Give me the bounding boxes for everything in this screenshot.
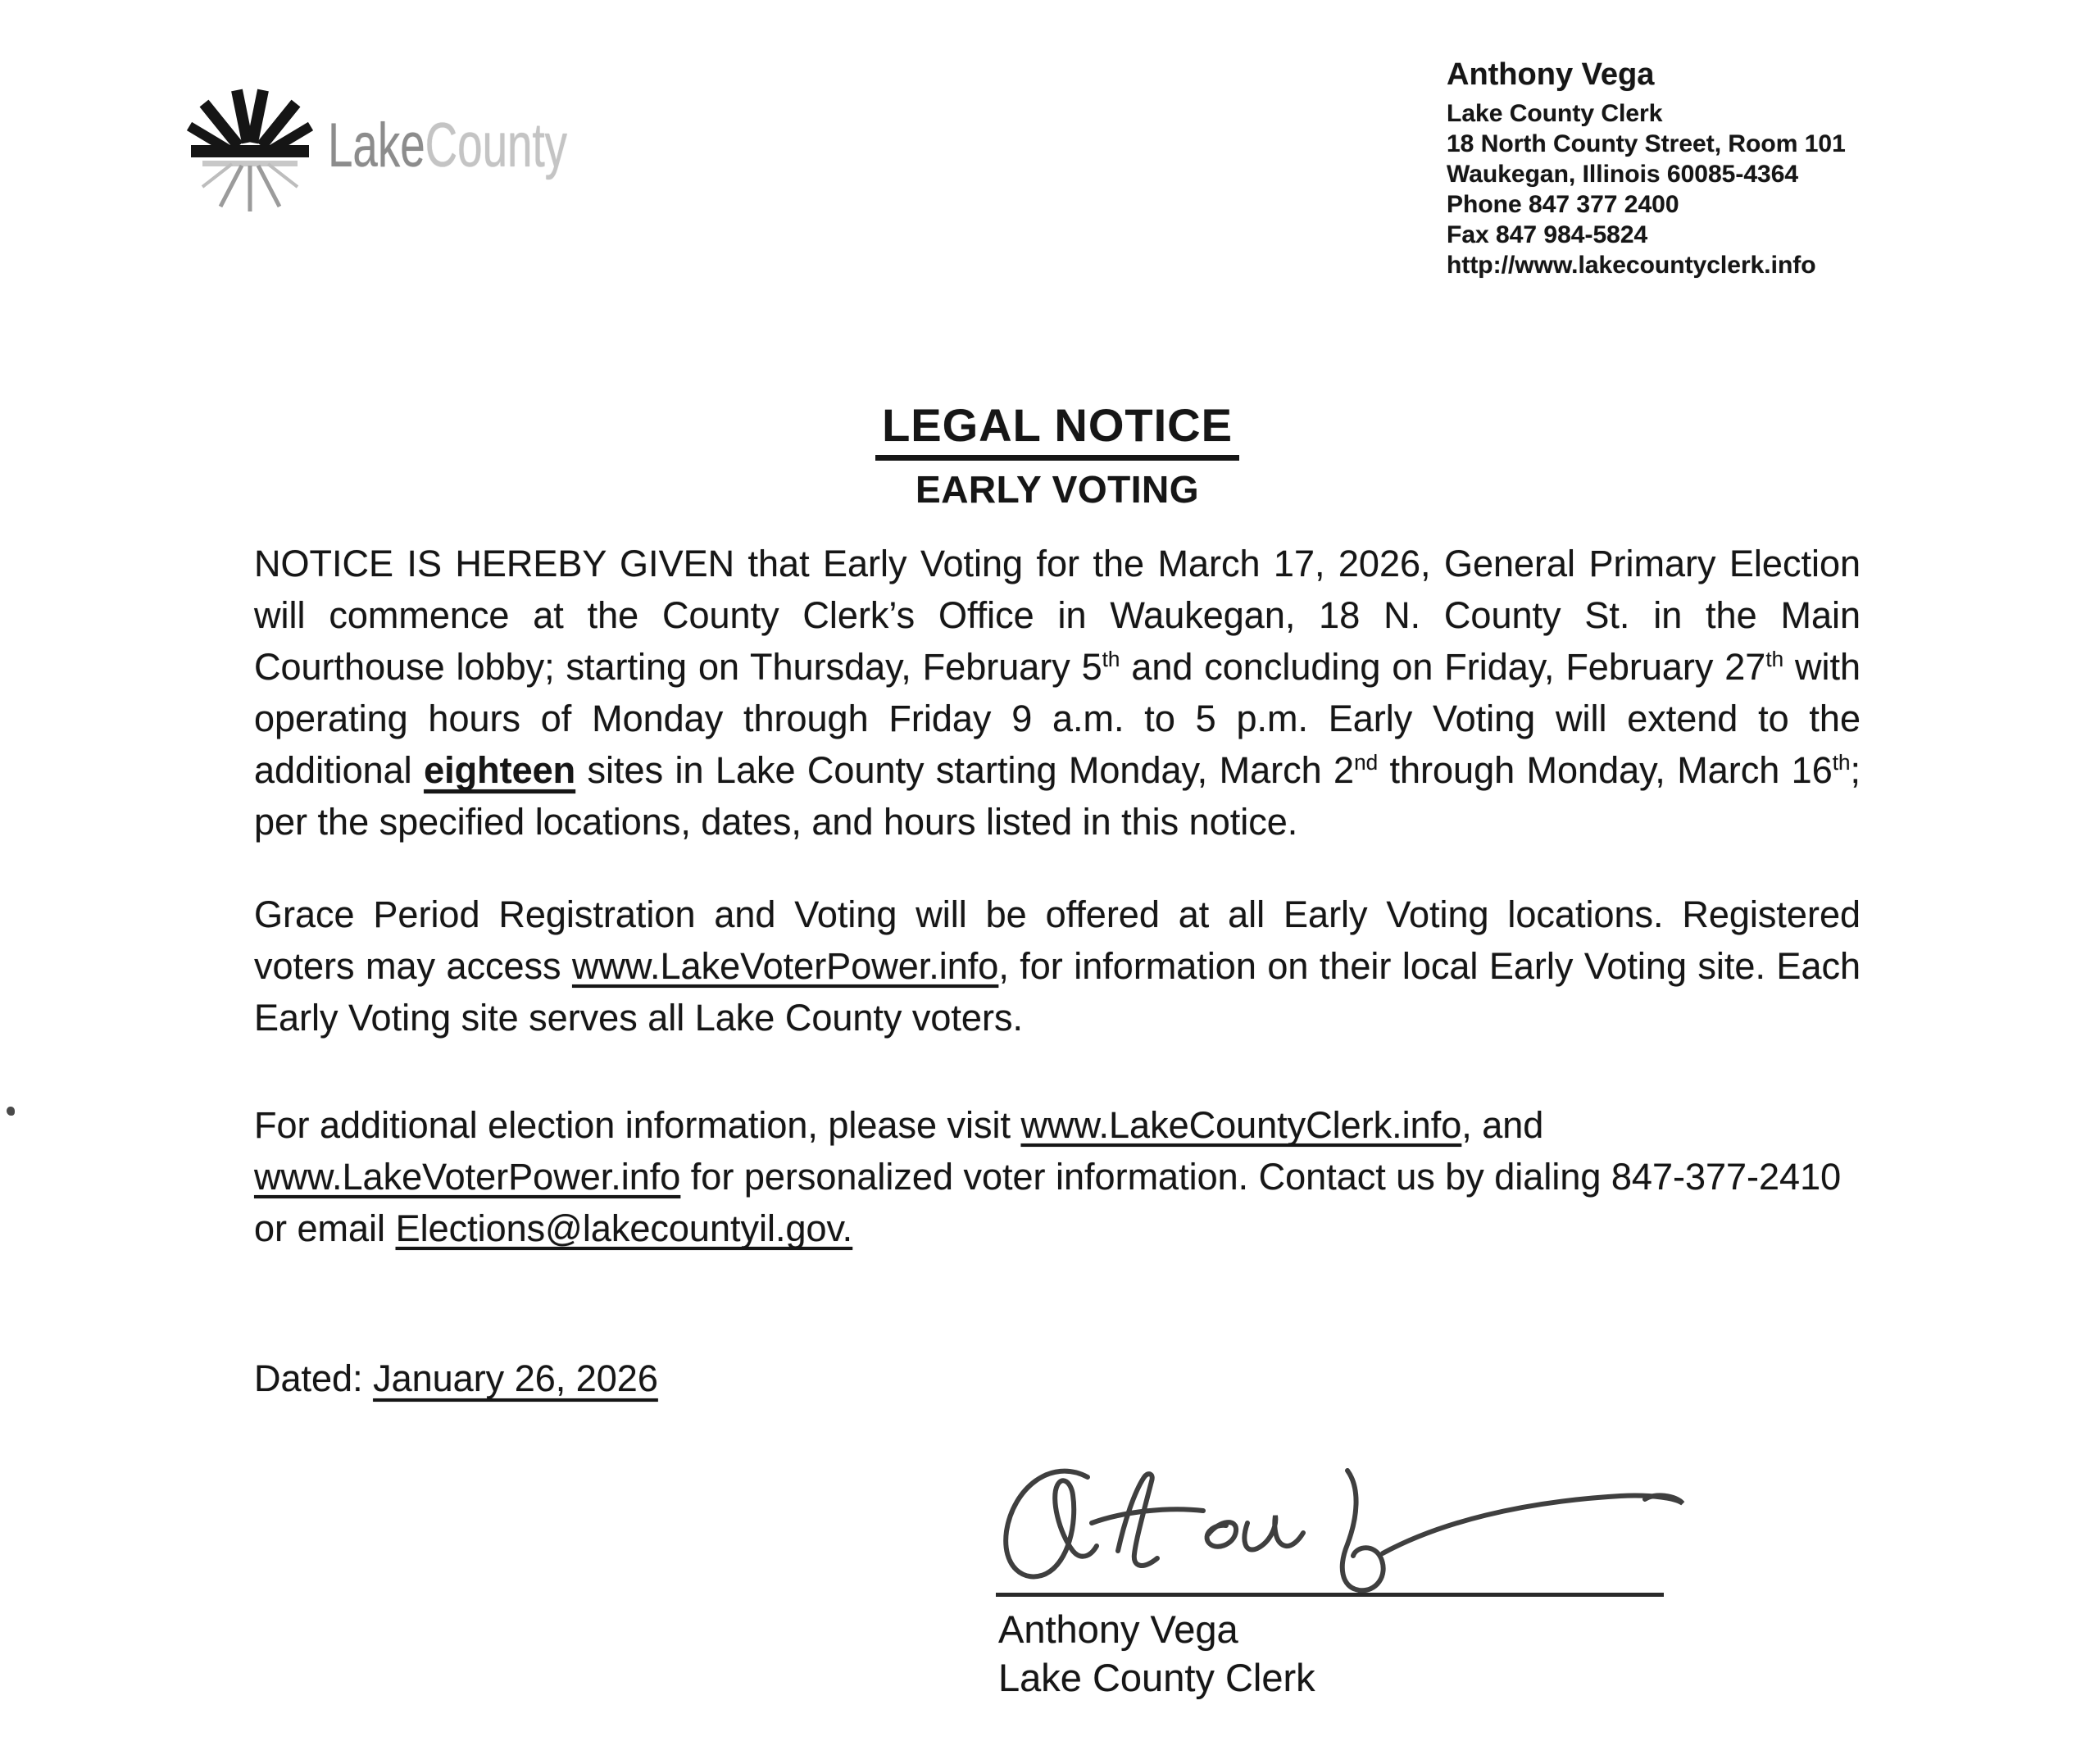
logo-word-county: County: [425, 111, 568, 180]
clerk-contact-block: [1447, 56, 1906, 280]
contact-line-city: Waukegan, Illinois 60085-4364: [1447, 161, 1799, 188]
lake-county-logo-text: [328, 111, 568, 180]
logo-word-lake: Lake: [328, 111, 425, 180]
signature-block: [998, 1605, 1315, 1702]
dated-label: Dated:: [254, 1357, 374, 1399]
signer-name: Anthony Vega: [998, 1607, 1238, 1651]
contact-line-phone: Phone 847 377 2400: [1447, 191, 1679, 218]
lake-county-starburst-icon: [183, 82, 317, 213]
contact-line-title: Lake County Clerk: [1447, 100, 1663, 127]
notice-title-block: [254, 398, 1861, 511]
notice-heading: LEGAL NOTICE: [875, 398, 1239, 461]
notice-subheading: EARLY VOTING: [916, 468, 1199, 511]
clerk-name: Anthony Vega: [1447, 57, 1655, 92]
contact-line-website: http://www.lakecountyclerk.info: [1447, 252, 1816, 279]
contact-line-street: 18 North County Street, Room 101: [1447, 130, 1846, 157]
contact-line-fax: Fax 847 984-5824: [1447, 221, 1648, 248]
handwritten-signature-scribble: [993, 1453, 1698, 1600]
dated-date: January 26, 2026: [373, 1357, 658, 1399]
paragraph-early-voting-schedule: NOTICE IS HEREBY GIVEN that Early Voting for the March 17, 2026, General Primary Election will commence at the County Clerk’s Office in Waukegan, 18 N. County St. in the Main Courthouse lobby; starting on Thursday, February 5th and concluding on Friday, February 27th with operating hours of Monday through Friday 9 a.m. to 5 p.m. Early Voting will extend to the additional eighteen sites in Lake County starting Monday, March 2nd through Monday, March 16th; per the specified locations, dates, and hours listed in this notice.: [254, 543, 1861, 843]
scan-speck-artifact: [7, 1107, 15, 1116]
signature-line: [996, 1593, 1664, 1597]
notice-body: [254, 538, 1861, 1254]
lake-county-logo: [183, 82, 568, 213]
paragraph-grace-period: Grace Period Registration and Voting will be offered at all Early Voting locations. Registered voters may access www.LakeVoterPower.info, for information on their local Early Voting site. Each Early Voting site serves all Lake County voters.: [254, 893, 1861, 1039]
signer-title: Lake County Clerk: [998, 1656, 1315, 1699]
dated-line: [254, 1353, 658, 1404]
paragraph-additional-info: For additional election information, please visit www.LakeCountyClerk.info, and www.LakeVoterPower.info for personalized voter information. Contact us by dialing 847-377-2410 or email Elections@lakecountyil.gov.: [254, 1104, 1842, 1249]
